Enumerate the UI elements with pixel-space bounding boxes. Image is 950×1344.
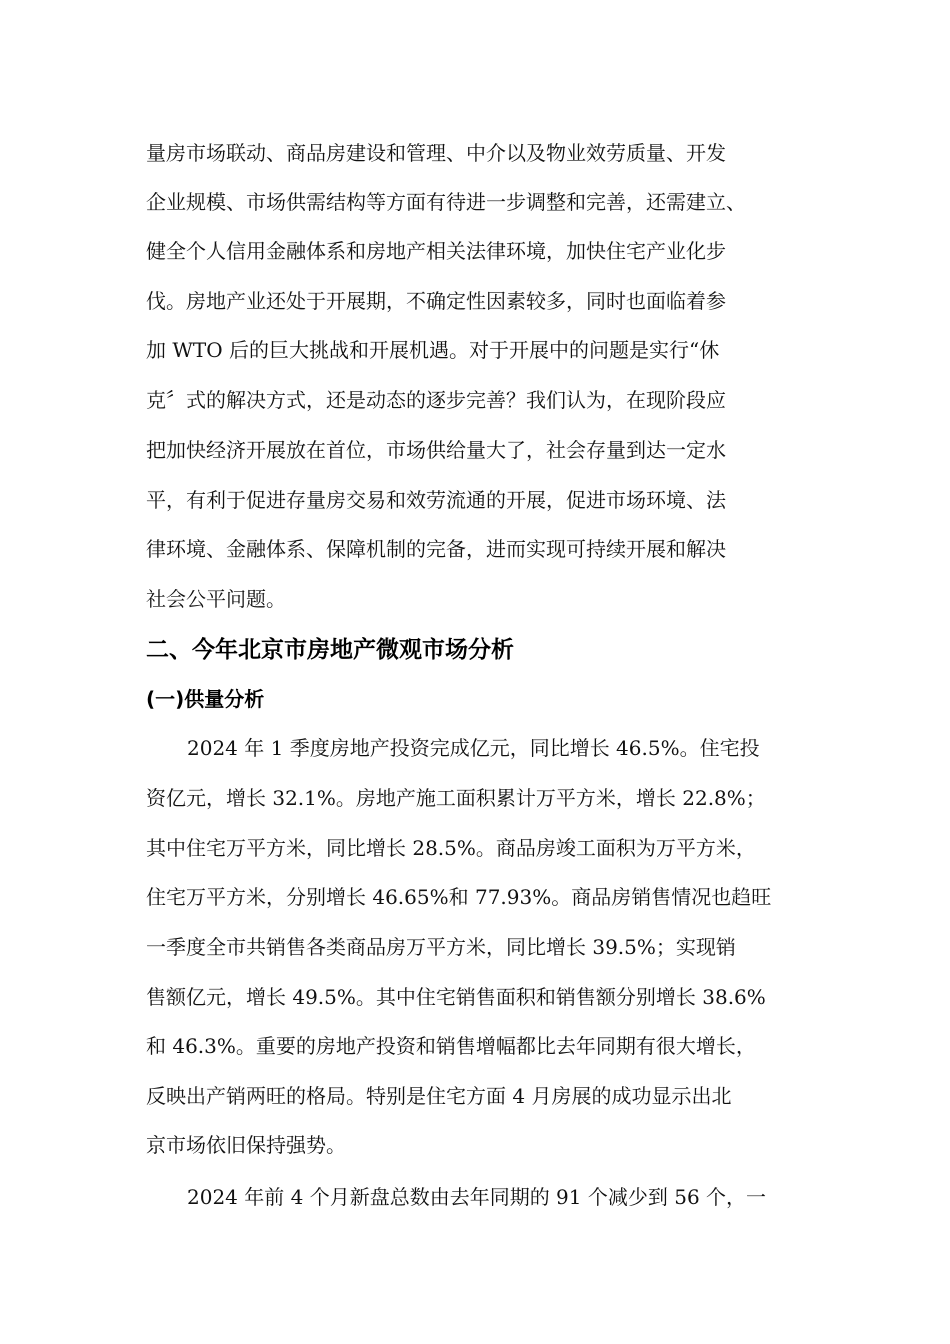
paragraph-line: 健全个人信用金融体系和房地产相关法律环境，加快住宅产业化步 <box>146 239 726 263</box>
paragraph-line: 2024 年 1 季度房地产投资完成亿元，同比增长 46.5%。住宅投 <box>187 736 760 760</box>
paragraph-line: 律环境、金融体系、保障机制的完备，进而实现可持续开展和解决 <box>146 537 726 561</box>
paragraph-line: 社会公平问题。 <box>146 587 286 611</box>
paragraph-line: 其中住宅万平方米，同比增长 28.5%。商品房竣工面积为万平方米， <box>146 836 756 860</box>
paragraph-line: 加 WTO 后的巨大挑战和开展机遇。对于开展中的问题是实行“休 <box>146 338 720 362</box>
paragraph-line: 伐。房地产业还处于开展期，不确定性因素较多，同时也面临着参 <box>146 289 726 313</box>
paragraph-line: 平，有利于促进存量房交易和效劳流通的开展，促进市场环境、法 <box>146 488 726 512</box>
paragraph-line: 企业规模、市场供需结构等方面有待进一步调整和完善，还需建立、 <box>146 190 746 214</box>
paragraph-line: 把加快经济开展放在首位，市场供给量大了，社会存量到达一定水 <box>146 438 726 462</box>
paragraph-line: 和 46.3%。重要的房地产投资和销售增幅都比去年同期有很大增长， <box>146 1034 756 1058</box>
paragraph-line: 克〞式的解决方式，还是动态的逐步完善？我们认为，在现阶段应 <box>146 388 726 412</box>
paragraph-line: 一季度全市共销售各类商品房万平方米，同比增长 39.5%；实现销 <box>146 935 736 959</box>
paragraph-line: 京市场依旧保持强势。 <box>146 1133 346 1157</box>
paragraph-line: 住宅万平方米，分别增长 46.65%和 77.93%。商品房销售情况也趋旺 <box>146 885 772 909</box>
subsection-heading: (一)供量分析 <box>146 687 265 711</box>
paragraph-line: 量房市场联动、商品房建设和管理、中介以及物业效劳质量、开发 <box>146 141 726 165</box>
paragraph-line: 2024 年前 4 个月新盘总数由去年同期的 91 个减少到 56 个，一 <box>187 1185 767 1209</box>
paragraph-line: 资亿元，增长 32.1%。房地产施工面积累计万平方米，增长 22.8%； <box>146 786 766 810</box>
paragraph-line: 售额亿元，增长 49.5%。其中住宅销售面积和销售额分别增长 38.6% <box>146 985 766 1009</box>
section-heading: 二、今年北京市房地产微观市场分析 <box>146 637 514 663</box>
paragraph-line: 反映出产销两旺的格局。特别是住宅方面 4 月房展的成功显示出北 <box>146 1084 732 1108</box>
